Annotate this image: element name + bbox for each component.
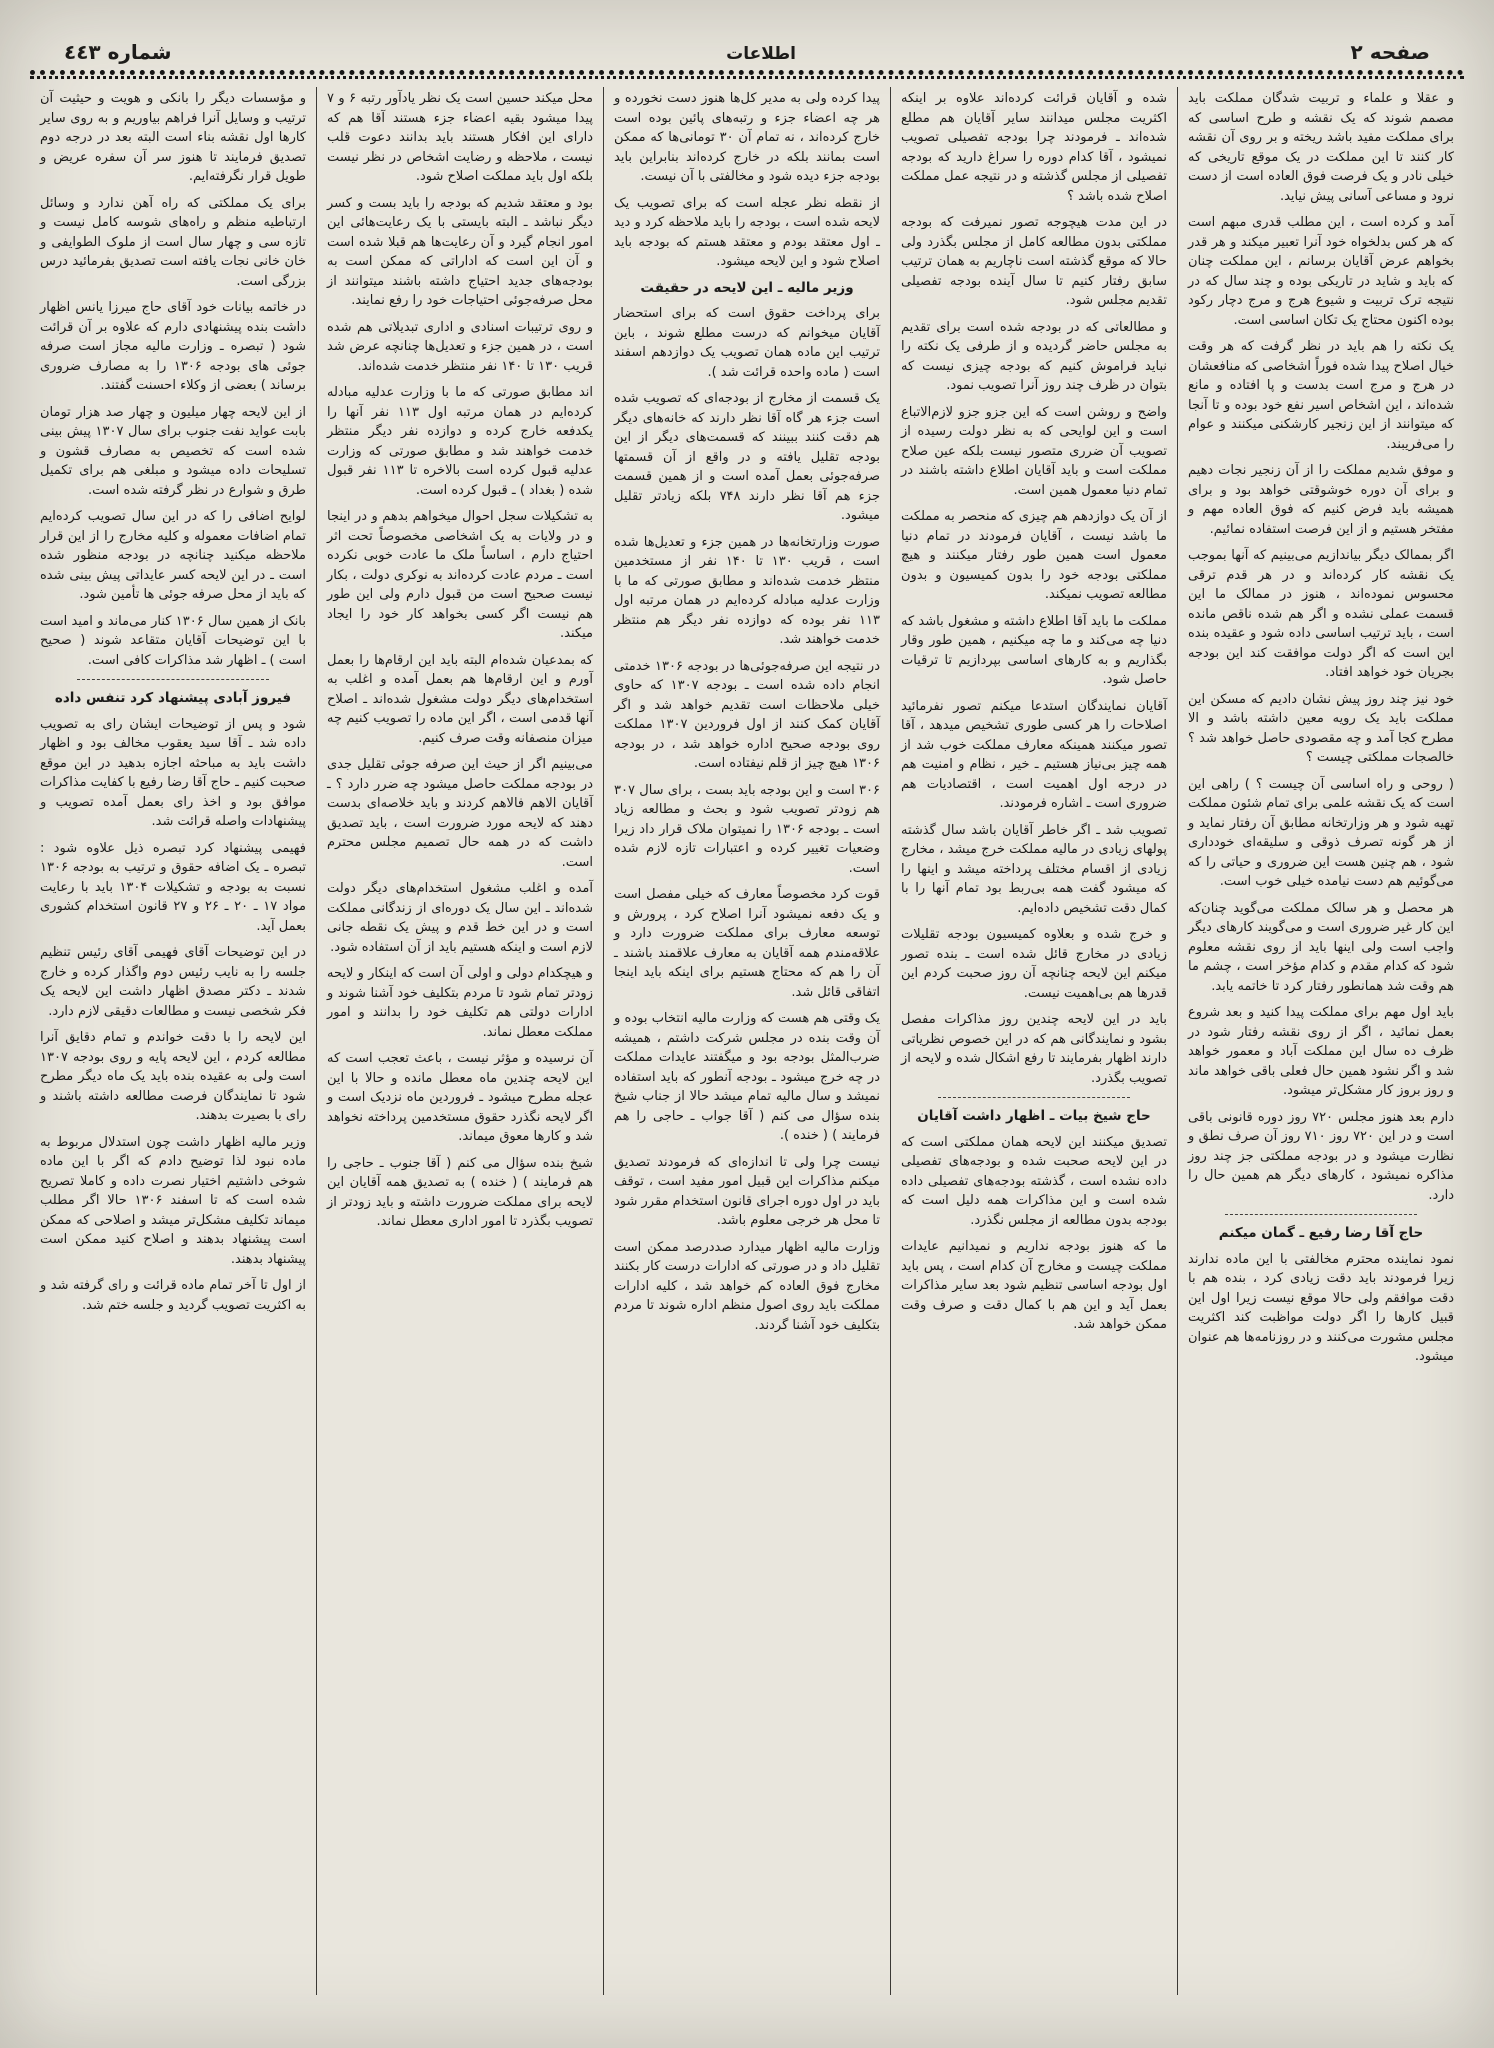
body-paragraph: شده و آقایان قرائت کرده‌اند علاوه بر اینکه اکثریت مجلس میدانند سایر آقایان هم مطلع شده‌اند ـ فرمودند چرا بودجه تفصیلی تصویب نمیشود ، آقا کدام دوره را سراغ دارید که بودجه تفصیلی از مجلس گذشته و در نتیجه عمل مملکت اصلاح شده باشد ؟ — [901, 91, 1167, 204]
decorative-dotted-rule-2 — [30, 76, 1464, 79]
body-paragraph: دارم بعد هنوز مجلس ۷۲۰ روز دوره قانونی باقی است و در این ۷۲۰ روز ۷۱۰ روز آن صرف نطق و نظارت میشود و در بودجه مملکتی جز چند روز مذاکره نمیشود ، کارهای دیگر هم همین حال را دارد. — [1188, 1109, 1454, 1203]
body-paragraph: فهیمی پیشنهاد کرد تبصره ذیل علاوه شود : تبصره ـ یک اضافه حقوق و ترتیب به بودجه ۱۳۰۶ نسبت به بودجه و تشکیلات ۱۳۰۴ باید با رعایت مواد ۱۷ ـ ۲۰ ـ ۲۶ و ۲۷ قانون استخدام کشوری بعمل آید. — [40, 840, 306, 934]
body-paragraph: برای پرداخت حقوق است که برای استحضار آقایان میخوانم که درست مطلع شوند ، باین ترتیب این ماده همان تصویب یک دوازدهم اسفند است ( ماده واحده قرائت شد ). — [614, 306, 880, 380]
body-paragraph: وزیر مالیه اظهار داشت چون استدلال مربوط به ماده نبود لذا توضیح دادم که اگر با این ماده شوخی داشتیم اختیار نصرت داده و کاملا تصریح شده است که تا اسفند ۱۳۰۶ حالا اگر مطلب میماند تکلیف مشکل‌تر میشد و اصلاحی که ممکن است پیشنهاد بدهند و اصلاح کنید ممکن است پیشنهاد بدهند. — [40, 1134, 306, 1267]
body-paragraph: هر محصل و هر سالک مملکت می‌گوید چنان‌که این کار غیر ضروری است و می‌گویند کارهای دیگر واجب است ولی اینها باید از روی نقشه معلوم شود که کدام مقدم و کدام مؤخر است ، چشم ما هم وقت شد همانطور رفتار کرد تا خاتمه یابد. — [1188, 900, 1454, 994]
body-paragraph: باید در این لایحه چندین روز مذاکرات مفصل بشود و نمایندگانی هم که در این خصوص نظریاتی دارند اظهار بفرمایند تا رفع اشکال شده و لایحه از تصویب بگذرد. — [901, 1012, 1167, 1086]
article-heading: حاج شیخ بیات ـ اظهار داشت آقایان — [917, 1108, 1151, 1124]
body-paragraph: یک نکته را هم باید در نظر گرفت که هر وقت خیال اصلاح پیدا شده فوراً اشخاصی که منافعشان در هرج و مرج است بدست و پا افتاده و مانع شده‌اند ، این اشخاص اسیر نفع خود بوده و تا آنجا که میتوانند از این زنجیر کارشکنی میکنند و عوام را می‌فریبند. — [1188, 339, 1454, 452]
body-paragraph: تصدیق میکنند این لایحه همان مملکتی است که در این لایحه صحبت شده و بودجه‌های تفصیلی داده نشده است ، گذشته بودجه‌های تفصیلی داده شده است و این مذاکرات همه دلیل است که بودجه بدون مطالعه از مجلس نگذرد. — [901, 1134, 1167, 1228]
body-paragraph: از این لایحه چهار میلیون و چهار صد هزار تومان بابت عواید نفت جنوب برای سال ۱۳۰۷ پیش بینی شده است که تخصیص به مصارف قشون و تسلیحات داده میشود و مبلغی هم برای تکمیل طرق و شوارع در نظر گرفته شده است. — [40, 404, 306, 498]
body-paragraph: و مؤسسات دیگر را بانکی و هویت و حیثیت آن ترتیب و وسایل آنرا فراهم بیاوریم و به روی سایر کارها اول نقشه بناء است البته بعد در درجه دوم تصدیق فرمایند تا هنوز سر آن سفره عریض و طویل قرار نگرفته‌ایم. — [40, 91, 306, 184]
body-paragraph: از نقطه نظر عجله است که برای تصویب یک لایحه شده است ، بودجه را باید ملاحظه کرد و دید ـ اول معتقد بودم و معتقد هستم که بودجه باید اصلاح شود و این لایحه میشود. — [614, 195, 880, 269]
body-paragraph: مملکت ما باید آقا اطلاع داشته و مشغول باشد که دنیا چه می‌کند و ما چه میکنیم ، همین طور وقار بگذاریم و به کارهای اساسی بپردازیم تا ترقیات حاصل شود. — [901, 613, 1167, 687]
column-1 — [1178, 87, 1464, 1995]
body-paragraph: از آن یک دوازدهم هم چیزی که منحصر به مملکت ما باشد نیست ، آقایان فرمودند در تمام دنیا معمول است همین طور رفتار میکنند و هیچ مملکتی بودجه خود را بدون کمیسیون و بدون مطالعه تصویب نمیکند. — [901, 509, 1167, 602]
body-paragraph: یک وقتی هم هست که وزارت مالیه انتخاب بوده و آن وقت بنده در مجلس شرکت داشتم ، همیشه ضرب‌المثل بودجه بود و میگفتند عایدات مملکت در چه خرج میشود ـ بودجه آنطور که باید استفاده نمیشد و سال مالیه تمام میشد حالا از جناب شیخ بنده سؤال می کنم ( آقا جواب ـ حاجی را هم فرمایند ) ( خنده ). — [614, 1011, 880, 1143]
body-paragraph: وزارت مالیه اظهار میدارد صددرصد ممکن است تقلیل داد و در صورتی که ادارات درست کار بکنند مخارج فوق العاده کم خواهد شد ، کلیه ادارات مملکت باید روی اصول منظم اداره شوند تا مردم بتکلیف خود آشنا گردند. — [614, 1239, 880, 1333]
column-3 — [604, 87, 891, 1995]
masthead-title: اطلاعات — [726, 44, 796, 64]
body-paragraph: از اول تا آخر تمام ماده قرائت و رای گرفته شد و به اکثریت تصویب گردید و جلسه ختم شد. — [40, 1278, 306, 1313]
body-paragraph: در نتیجه این صرفه‌جوئی‌ها در بودجه ۱۳۰۶ خدمتی انجام داده شده است ـ بودجه ۱۳۰۷ که حاوی خیلی ملاحظات است تقدیم خواهد شد و اگر آقایان کمک کنند از اول فروردین ۱۳۰۷ مملکت روی بودجه صحیح اداره خواهد شد ، در بودجه ۱۳۰۶ هیچ چیز از قلم نیفتاده است. — [614, 658, 881, 771]
decorative-dotted-rule — [30, 70, 1464, 75]
body-paragraph: ( روحی و راه اساسی آن چیست ؟ ) راهی این است که یک نقشه علمی برای تمام شئون مملکت تهیه شود و هر وزارتخانه مطابق آن رفتار نماید و از هر گونه تصرف ذوقی و سلیقه‌ای خودداری شود ، هم چنین هست این ضروری و حیاتی را که می‌گوئیم هم دست نیامده خیلی خوب است. — [1188, 776, 1454, 889]
column-2 — [891, 87, 1178, 1995]
article-heading: فیروز آبادی پیشنهاد کرد تنفس داده — [54, 690, 292, 706]
body-paragraph: در خاتمه بیانات خود آقای حاج میرزا یانس اظهار داشت بنده پیشنهادی دارم که علاوه بر آن قرائت شود ( تبصره ـ وزارت مالیه مجاز است صرفه جوئی های بودجه ۱۳۰۶ را به مصارف ضروری برساند ) بعضی از وکلاء احسنت گفتند. — [40, 300, 306, 393]
body-paragraph: یک قسمت از مخارج از بودجه‌ای که تصویب شده است جزء هر گاه آقا نظر دارند که خانه‌های دیگر هم دقت کنند ببینند که قسمت‌های دیگر از این بودجه تقلیل یافته و در واقع از آن قسمتها صرفه‌جوئی بعمل آمده است و از همین قسمت جزء هم آقا نظر دارند ۷۴۸ بلکه زیادتر تقلیل میشود. — [614, 391, 881, 523]
body-paragraph: آن نرسیده و مؤثر نیست ، باعث تعجب است که این لایحه چندین ماه معطل مانده و حالا با این عجله مطرح میشود ـ فروردین ماه نزدیک است و اگر لایحه نگذرد حقوق مستخدمین پرداخته نخواهد شد و کارها معوق میماند. — [327, 1051, 593, 1144]
body-paragraph: و روی ترتیبات اسنادی و اداری تبدیلاتی هم شده است ، در همین جزء و تعدیل‌ها چنانچه عرض شد قریب ۱۳۰ تا ۱۴۰ نفر منتظر خدمت شده‌اند. — [327, 319, 593, 374]
body-paragraph: بانک از همین سال ۱۳۰۶ کنار می‌ماند و امید است با این توضیحات آقایان متقاعد شوند ( صحیح است ) ـ اظهار شد مذاکرات کافی است. — [40, 613, 306, 668]
body-paragraph: به تشکیلات سجل احوال میخواهم بدهم و در اینجا و در ولایات به یک اشخاصی مخصوصاً تحت اثر احتیاج دارم ، اساساً ملک ما عادت خوبی نکرده است ـ مردم عادت کرده‌اند به نوکری دولت ، بکار نیست صحیح است من قبول دارم ولی این طور هم نیست اگر کسی بخواهد کار خود را ایجاد میکند. — [327, 509, 593, 641]
article-divider — [1225, 1214, 1417, 1215]
column-5 — [30, 87, 317, 1995]
article-divider — [77, 679, 269, 680]
article-heading: وزیر مالیه ـ این لایحه در حقیقت — [640, 279, 854, 296]
body-paragraph: و مطالعاتی که در بودجه شده است برای تقدیم به مجلس حاضر گردیده و از طرفی یک نکته را نباید فراموش کنیم که بودجه چیزی نیست که بتوان در ظرف چند روز آنرا تصویب نمود. — [901, 319, 1167, 393]
body-paragraph: و خرج شده و بعلاوه کمیسیون بودجه تقلیلات زیادی در مخارج قائل شده است ـ بنده تصور میکنم این لایحه چنانچه آن روز صحبت کردم این قدرها هم بی‌اهمیت نیست. — [901, 927, 1167, 1001]
body-paragraph: اگر بممالک دیگر بیاندازیم می‌بینیم که آنها بموجب یک نقشه کار کرده‌اند و در هر قدم ترقی محسوس نموده‌اند ، هنوز در ممالک ما این قسمت عملی نشده و اگر هم شده ناقص مانده است ، باید ترتیب اساسی داده شود و عقیده بنده این است که اگر دولت موافقت کند این بودجه بجریان خود خواهد افتاد. — [1188, 548, 1454, 680]
body-paragraph: محل میکند حسین است یک نظر یادآور رتبه ۶ و ۷ پیدا میشود بقیه اعضاء جزء هستند آقا هم که دارای این افکار هستند باید بدانند دعوت قلب نیست ، ملاحظه و رضایت اشخاص در نظر نیست بلکه اول باید مملکت اصلاح شود. — [327, 91, 593, 184]
body-paragraph: آمد و کرده است ، این مطلب قدری مبهم است که هر کس بدلخواه خود آنرا تعبیر میکند و هر قدر بخواهم عرض آقایان برسانم ، این مملکت چنان که باید و شاید در تاریکی بوده و چند سال که در نتیجه ترک تربیت و شیوع هرج و مرج دچار رکود بوده اکنون محتاج یک تکان اساسی است. — [1188, 215, 1454, 328]
body-paragraph: قوت کرد مخصوصاً معارف که خیلی مفصل است و یک دفعه نمیشود آنرا اصلاح کرد ، پرورش و توسعه معارف برای مملکت ضرورت دارد و علاقه‌مندم همه آقایان به معارف علاقمند باشند ـ آن را هم که محتاج هستیم برای اینکه باید اینجا اتفاقی قائل شد. — [614, 887, 880, 1000]
body-paragraph: نیست چرا ولی تا اندازه‌ای که فرمودند تصدیق میکنم مذاکرات این قبیل امور مفید است ، توقف باید در اول دوره اجرای قانون استخدام مقرر شود تا محل هر خرجی معلوم باشد. — [614, 1154, 880, 1228]
body-paragraph: برای یک مملکتی که راه آهن ندارد و وسائل ارتباطیه منظم و راه‌های شوسه کامل نیست و تازه سی و چهار سال است از ملوک الطوایفی و خان خانی نجات یافته است تصدیق بفرمائید درس بزرگی است. — [40, 195, 306, 289]
body-paragraph: خود نیز چند روز پیش نشان دادیم که مسکن این مملکت باید یک رویه معین داشته باشد و الا مطرح کجا آمد و چه مقصودی حاصل خواهد شد ؟ خالصجات مملکتی چیست ؟ — [1188, 691, 1454, 765]
page-number: صفحه ٢ — [1350, 40, 1430, 64]
body-paragraph: نمود نماینده محترم مخالفتی با این ماده ندارند زیرا فرمودند باید دقت زیادی کرد ، بنده هم با دقت موافقم ولی حالا موقع نیست زیرا اول این قبیل کارها را اگر دولت مواظبت کند اکثریت مجلس مشورت می‌کنند و در روزنامه‌ها هم عنوان میشود. — [1188, 1251, 1454, 1364]
body-paragraph: و موفق شدیم مملکت را از آن زنجیر نجات دهیم و برای آن دوره خوشوقتی خواهد بود و برای همیشه باید فرض کنیم که فوق العاده مهم و مفتخر هستیم و از این فرصت استفاده نمائیم. — [1188, 463, 1454, 537]
body-paragraph: و هیچکدام دولی و اولی آن است که اینکار و لایحه زودتر تمام شود تا مردم بتکلیف خود آشنا شوند و ادارات دولتی هم تکلیف خود را بدانند و امور مملکت معطل نماند. — [327, 966, 593, 1040]
body-paragraph: آمده و اغلب مشغول استخدام‌های دیگر دولت شده‌اند ـ این سال یک دوره‌ای از زندگانی مملکت است و در این خط قدم و پیش یک نقطه جانی لازم است و اینکه هستیم باید از آن استفاده شود. — [327, 881, 593, 955]
page-header — [30, 40, 1464, 68]
column-4 — [317, 87, 604, 1995]
body-paragraph: شیخ بنده سؤال می کنم ( آقا جنوب ـ حاجی را هم فرمایند ) ( خنده ) به تصدیق همه آقایان این لایحه برای مملکت ضرورت داشته و باید زودتر از تصویب بگذرد تا امور اداری معطل نماند. — [327, 1155, 593, 1229]
article-divider — [938, 1097, 1130, 1098]
body-paragraph: باید اول مهم برای مملکت پیدا کنید و بعد شروع بعمل نمائید ، اگر از روی نقشه رفتار شود در ظرف ده سال این مملکت آباد و معمور خواهد شد و اگر نشود همین حال فعلی باقی خواهد ماند و روز بروز کار مشکل‌تر میشود. — [1188, 1005, 1454, 1098]
body-paragraph: در این مدت هیچوجه تصور نمیرفت که بودجه مملکتی بدون مطالعه کامل از مجلس بگذرد ولی حالا که موقع گذشته است ناچاریم به همان ترتیب سابق رفتار کنیم تا سال آینده بودجه تفصیلی تقدیم مجلس شود. — [901, 215, 1167, 308]
body-paragraph: می‌بینیم اگر از حیث این صرفه جوئی تقلیل جدی در بودجه مملکت حاصل میشود چه ضرر دارد ؟ ـ آقایان الاهم فالاهم کردند و باید خلاصه‌ای بدست دهند که لایحه مورد ضرورت است ، باید تصدیق داشت که در همه حال تصمیم مجلس محترم است. — [327, 757, 593, 870]
body-paragraph: پیدا کرده ولی به مدیر کل‌ها هنوز دست نخورده و هر چه اعضاء جزء و رتبه‌های پائین بوده است خارج کرده‌اند ، نه تمام آن ۳۰ تومانی‌ها که ممکن است بمانند بلکه در خارج کرده‌اند بنابراین باید بودجه جزء دیده شود و مخالفتی با آن نیست. — [614, 91, 881, 184]
article-columns — [30, 87, 1464, 1995]
body-paragraph: تصویب شد ـ اگر خاطر آقایان باشد سال گذشته پولهای زیادی در مالیه مملکت خرج میشد ، مخارج زیادی از اقسام مختلف پرداخته میشد و اینها را که میشود گفت همه بی‌ربط بود تمام آنها را با کمال دقت تشخیص داده‌ایم. — [901, 822, 1167, 916]
body-paragraph: که بمدعیان شده‌ام البته باید این ارقام‌ها را بعمل آورم و این ارقام‌ها هم بعمل آمده و اغلب به استخدام‌های دیگر دولت مشغول شده‌اند ـ اصلاح آنها قدمی است ، اگر این ماده را تصویب کنیم چه میزان منصفانه وقت صرف کنیم. — [327, 652, 593, 746]
body-paragraph: شود و پس از توضیحات ایشان رای به تصویب داده شد ـ آقا سید یعقوب مخالف بود و اظهار داشت باید به مباحثه اجازه بدهید در این موقع صحبت کنیم ـ حاج آقا رضا رفیع با کفایت مذاکرات موافق بود و اخذ رای بعمل آمده تصویب و پیشنهادات واصله قرائت شد. — [40, 716, 306, 829]
body-paragraph: ما که هنوز بودجه نداریم و نمیدانیم عایدات مملکت چیست و مخارج آن کدام است ، پس باید اول بودجه اساسی تنظیم شود بعد سایر مذاکرات بعمل آید و این هم با کمال دقت و صرف وقت ممکن خواهد شد. — [901, 1239, 1167, 1332]
article-heading: حاج آقا رضا رفیع ـ گمان میکنم — [1218, 1225, 1424, 1241]
body-paragraph: واضح و روشن است که این جزو جزو لازم‌الاتباع است و این لوایحی که به نظر دولت رسیده از تصویب آن ضرری متصور نیست بلکه عین صلاح مملکت است و باید آقایان اطلاع داشته باشند در تمام دنیا معمول همین است. — [901, 404, 1167, 498]
body-paragraph: بود و معتقد شدیم که بودجه را باید بست و کسر دیگر نباشد ـ البته بایستی با یک رعایت‌هائی این امور انجام گیرد و آن رعایت‌ها هم قبلا شده است و آن این است که اداراتی که ممکن است به بودجه‌های جدید احتیاج داشته باشند میتوانند از محل صرفه‌جوئی احتیاجات خود را رفع نمایند. — [327, 195, 593, 308]
body-paragraph: ۳۰۶ است و این بودجه باید بست ، برای سال ۳۰۷ هم زودتر تصویب شود و بحث و مطالعه زیاد است ـ بودجه ۱۳۰۶ را نمیتوان ملاک قرار داد زیرا وضعیات تغییر کرده و اعتبارات تازه لازم شده است. — [614, 782, 880, 876]
body-paragraph: در این توضیحات آقای فهیمی آقای رئیس تنظیم جلسه را به نایب رئیس دوم واگذار کرده و خارج شدند ـ دکتر مصدق اظهار داشت این لایحه یک فکر شخصی نیست و مطالعات دقیقی لازم دارد. — [40, 945, 306, 1019]
body-paragraph: اند مطابق صورتی که ما با وزارت عدلیه مبادله کرده‌ایم در همان مرتبه اول ۱۱۳ نفر آنها را یکدفعه خارج کرده و دوازده نفر دیگر منتظر خدمت خواهند شد و مطابق صورتی که وزارت عدلیه قبول کرده است بالاخره تا ۱۱۳ نفر قبول شده ( بغداد ) ـ قبول کرده است. — [327, 385, 593, 498]
body-paragraph: و عقلا و علماء و تربیت شدگان مملکت باید مصمم شوند که یک نقشه و طرح اساسی که برای مملکت مفید باشد ریخته و بر روی آن نقشه کار کنند تا این مملکت در یک موقع تاریخی که خیلی نادر و یک فرصت فوق العاده است از دست نرود و مساعی آسانی پیش نیاید. — [1188, 91, 1454, 204]
body-paragraph: آقایان نمایندگان استدعا میکنم تصور نفرمائید اصلاحات را هر کسی طوری تشخیص میدهد ، آقا تصور میکنند همینکه معارف مملکت خوب شد از همه چیز بی‌نیاز هستیم ـ خیر ، نظام و امنیت هم در درجه اول اهمیت است ، اقتصادیات هم ضروری است ـ اشاره فرمودند. — [901, 698, 1167, 811]
body-paragraph: لوایح اضافی را که در این سال تصویب کرده‌ایم تمام اضافات معموله و کلیه مخارج را از این قرار ملاحظه میکنید چنانچه در بودجه منظور شده است ـ در این لایحه کسر عایداتی پیش بینی شده که باید از محل صرفه جوئی ها تأمین شود. — [40, 509, 306, 602]
issue-number: شماره ٤٤٣ — [64, 40, 172, 64]
body-paragraph: این لایحه را با دقت خواندم و تمام دقایق آنرا مطالعه کردم ، این لایحه پایه و روی بودجه ۱۳۰۷ است ولی به عقیده بنده باید یک ماه دیگر مطرح شود تا نمایندگان فرصت مطالعه داشته باشند و رای با بصیرت بدهند. — [40, 1030, 306, 1123]
body-paragraph: صورت وزارتخانه‌ها در همین جزء و تعدیل‌ها شده است ، قریب ۱۳۰ تا ۱۴۰ نفر از مستخدمین منتظر خدمت شده‌اند و مطابق صورتی که ما با وزارت عدلیه مبادله کرده‌ایم در همان مرتبه اول ۱۱۳ نفر بوده که دوازده نفر دیگر هم منتظر خدمت خواهند شد. — [614, 534, 880, 647]
